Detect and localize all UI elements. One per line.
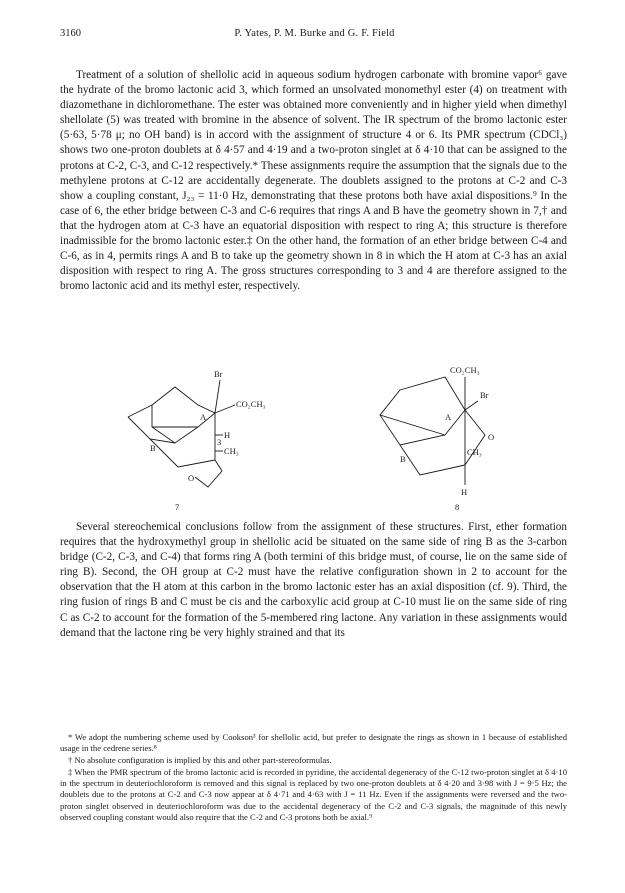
structure-7-o-label: O xyxy=(188,473,195,483)
structure-8-lower-ring xyxy=(400,445,465,475)
running-authors: P. Yates, P. M. Burke and G. F. Field xyxy=(234,28,395,39)
structure-7-ester-bond xyxy=(215,405,235,413)
body-paragraph-2: Several stereochemical conclusions follow from the assignment of these structures. First, ether formation requires that the hydroxymethyl group in shellolic acid be situated on the same side of ring B as the 3-carbon bridge (C-2, C-3, and C-4) that forms ring A (both termini of this bridge must, of course, lie on the same side of ring B). Second, the OH group at C-2 must have the relative configuration shown in 2 to account for the observation that the H atom at this carbon in the bromo lactonic ester has an axial disposition (cf. 9). Third, the ring fusion of rings B and C must be cis and the carboxylic acid group at C-10 must lie on the same side of ring C as C-2 to account for the formation of the 5-membered ring lactone. Any variation in these assignments would demand that the lactone ring be very highly strained and that its xyxy=(60,521,567,639)
running-header xyxy=(60,28,569,44)
footnote-double-dagger: ‡ When the PMR spectrum of the bromo lactonic acid is recorded in pyridine, the accidental degeneracy of the C-12 two-proton singlet at δ 4·10 in the spectrum in deuteriochloroform is removed and this signal is replaced by two one-proton doublets at δ 4·20 and 3·98 with J = 9·5 Hz; the doublets due to the protons at C-2 and C-3 now appear at δ 4·71 and 4·63 with J = 11 Hz. Even if the assignments were reversed and the two-proton singlet observed in deuteriochloroform was due to the accidental degeneracy of the C-2 and C-3 signals, the magnitude of this newly observed coupling constant would also require that the C-2 and C-3 protons both be axial.⁹ xyxy=(60,767,567,822)
structure-7-ch3-label: CH₃ xyxy=(224,446,239,456)
structure-7-ring-a-label: A xyxy=(200,412,207,422)
structure-7-ring-b-label: B xyxy=(150,443,156,453)
structure-8-br-bond xyxy=(465,401,478,410)
structure-8-ch3-label: CH₃ xyxy=(467,447,482,457)
footnote-dagger: † No absolute configuration is implied by this and other part-stereoformulas. xyxy=(68,755,332,765)
structure-7-ring-b-edge xyxy=(128,405,175,443)
structure-figures xyxy=(60,365,567,515)
structure-7-co2ch3-label: CO₂CH₃ xyxy=(236,399,266,409)
footnote-star: * We adopt the numbering scheme used by Cookson³ for shellolic acid, but prefer to designate the rings as shown in 1 because of established usage in the cedrene series.⁸ xyxy=(60,732,567,754)
page-number: 3160 xyxy=(60,28,81,39)
structure-8-ring-b-label: B xyxy=(400,454,406,464)
structure-7-number: 7 xyxy=(175,502,180,512)
structure-7-h-label: H xyxy=(224,430,231,440)
structures-svg xyxy=(60,365,567,515)
structure-8-co2ch3-label: CO₂CH₃ xyxy=(450,365,480,375)
structure-7-c-br-bond xyxy=(215,380,220,413)
structure-8-br-label: Br xyxy=(480,390,489,400)
structure-7-br-label: Br xyxy=(214,369,223,379)
structure-7-ether-bridge xyxy=(195,460,222,487)
body-paragraph-1: Treatment of a solution of shellolic acid in aqueous sodium hydrogen carbonate with bromine vapor⁶ gave the hydrate of the bromo lactonic acid 3, which formed an unsolvated monomethyl ester (4) on treatment with diazomethane in dichloromethane. The ester was obtained more conveniently and in higher yield when dimethyl shellolate (5) was treated with bromine in the absence of solvent. The IR spectrum of the bromo lactonic ester (5·63, 5·78 μ; no OH band) is in accord with the assignment of structure 4 or 6. Its PMR spectrum (CDCl₃) shows two one-proton doublets at δ 4·57 and 4·19 and a two-proton singlet at δ 4·10 that can be assigned to the protons at C-2, C-3, and C-12 respectively.* These assignments require the assumption that the signals due to the methylene protons at C-12 are accidentally degenerate. The doublets assigned to the protons at C-2 and C-3 show a coupling constant, J₂₃ = 11·0 Hz, demonstrating that these protons both have axial dispositions.⁹ In the case of 6, the ether bridge between C-3 and C-6 requires that rings A and B have the geometry shown in 7,† and that the hydrogen atom at C-3 have an equatorial disposition with respect to ring A; this structure is therefore inadmissible for the bromo lactonic ester.‡ On the other hand, the formation of an ether bridge between C-4 and C-6, as in 4, permits rings A and B to take up the geometry shown in 8 in which the H atom at C-3 has an axial disposition with respect to ring A. The gross structures corresponding to 3 and 4 are therefore assigned to the bromo lactonic acid and its methyl ester, respectively. xyxy=(60,69,567,293)
structure-8-cross-bond xyxy=(380,415,445,435)
structure-8-number: 8 xyxy=(455,502,460,512)
structure-8-h-label: H xyxy=(461,487,468,497)
structure-8-ring-a-label: A xyxy=(445,412,452,422)
structure-8-upper-ring xyxy=(380,377,465,445)
structure-7-lower-ring xyxy=(150,439,215,467)
structure-8-o-label: O xyxy=(488,432,495,442)
structure-7-c3-label: 3 xyxy=(217,437,222,447)
